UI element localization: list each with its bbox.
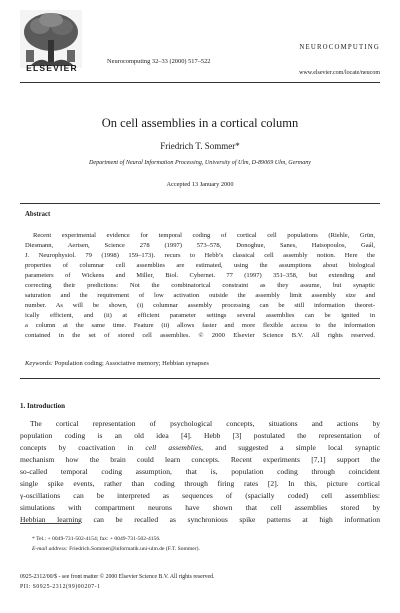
body-line: concepts by coactivation in cell assemblies, and suggested a simple local synaptic — [20, 443, 380, 452]
footnote-rule — [20, 523, 80, 524]
abstract-top-rule — [20, 203, 380, 204]
email-address[interactable]: Friedrich.Sommer@informatik.uni-ulm.de (F.T. Sommer). — [69, 546, 200, 552]
header-rule — [20, 82, 380, 83]
abstract-line: contained in the set of stored cell assemblies. © 2000 Elsevier Science B.V. All rights reserved. — [25, 332, 375, 339]
abstract-line: parameters of Wickens and Miller, Biol. Cybernet. 77 (1997) 351–358, but extending and — [25, 272, 375, 279]
section-heading: 1. Introduction — [20, 402, 65, 410]
abstract-line: saturation and the requirement of low activation outside the assembly limit assembly size and — [25, 292, 375, 299]
abstract-line: a column at the same time. Feature (ii) allows faster and more flexible access to the information — [25, 322, 375, 329]
footnote-email — [32, 546, 200, 552]
keywords — [25, 360, 209, 367]
accepted-date: Accepted 13 January 2000 — [166, 181, 234, 188]
body-line: mechanism how the brain could learn concepts. Recent experiments [7,1] support the — [20, 455, 380, 464]
body-line: Hebbian learning can be recalled as synchronious spike patterns at high information — [20, 515, 380, 524]
body-line: so-called temporal coding assumption, that is, population coding through coincident — [20, 467, 380, 476]
body-line: simulations with compartment neurons have shown that cell assemblies stored by — [20, 503, 380, 512]
abstract-heading: Abstract — [25, 211, 51, 218]
keywords-list: Population coding; Associative memory; Hebbian synapses — [54, 360, 209, 367]
abstract-line: number. As will be shown, (i) columnar assembly processing can be still information theoret- — [25, 302, 375, 309]
abstract-line: Diesmann, Aertsen, Science 278 (1997) 573–578, Donoghue, Sanes, Hatsopoulos, Gaál, — [25, 242, 375, 249]
abstract-line: Recent experimental evidence for temporal coding of cortical cell populations (Riehle, Grün, — [33, 232, 375, 239]
abstract-bottom-rule — [20, 378, 380, 379]
abstract-line: J. Neurophysiol. 79 (1998) 159–173). recurs to Hebb’s classical cell assembly notion. Here the — [25, 252, 375, 259]
abstract-line: correcting their predictions: Not the combinatorical constraint as they assume, but synaptic — [25, 282, 375, 289]
publisher-name: ELSEVIER — [26, 63, 78, 73]
author-affiliation: Department of Neural Information Processing, University of Ulm, D-89069 Ulm, Germany — [88, 160, 311, 166]
abstract-line: properties of columnar cell assemblies are estimated, using the assumptions about biological — [25, 262, 375, 269]
pii: PII: S0925-2312(99)00207-1 — [20, 584, 101, 590]
email-label: E-mail address: — [32, 546, 68, 552]
body-line: The cortical representation of psychological concepts, situations and actions by — [30, 419, 380, 428]
keywords-label: Keywords: — [25, 360, 53, 367]
front-matter: 0925-2312/00/$ - see front matter © 2000 Elsevier Science B.V. All rights reserved. — [20, 574, 215, 580]
abstract-line: ically efficient, and (ii) at efficient parameter settings several assemblies can be ignited in — [25, 312, 375, 319]
emphasis: cell assemblies — [145, 443, 202, 452]
article-title: On cell assemblies in a cortical column — [101, 116, 299, 130]
journal-url[interactable]: www.elsevier.com/locate/neucom — [299, 70, 380, 76]
footnote-tel: * Tel.: + 0049-731-502-4154; fax: + 0049-731-502-4156. — [32, 536, 161, 542]
author-name: Friedrich T. Sommer* — [160, 141, 240, 151]
journal-name: NEUROCOMPUTING — [299, 44, 380, 51]
body-line: population coding is an old idea [4]. Hebb [3] postulated the representation of — [20, 431, 380, 440]
body-line: γ-oscillations can be interpreted as sequences of (spacially coded) cell assemblies: — [20, 491, 380, 500]
journal-citation: Neurocomputing 32–33 (2000) 517–522 — [107, 58, 211, 65]
body-line: single spike events, rather than coding through firing rates [2]. In this, picture cortical — [20, 479, 380, 488]
